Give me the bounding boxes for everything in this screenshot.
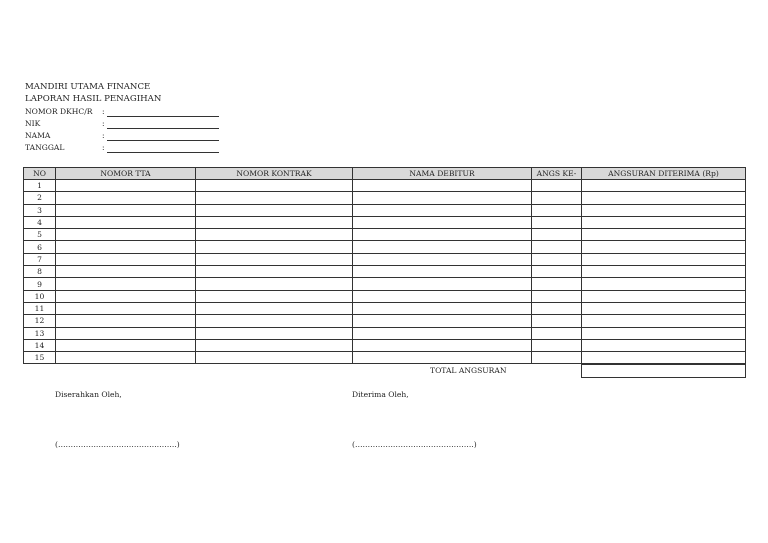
angsuran-diterima-cell[interactable] [582,290,746,302]
table-row [24,253,746,265]
angsuran-diterima-cell[interactable] [582,216,746,228]
header-nama-debitur: NAMA DEBITUR [353,168,532,180]
nama-debitur-cell[interactable] [353,192,532,204]
angs-ke-cell[interactable] [532,327,582,339]
nomor-tta-cell[interactable] [56,266,196,278]
table-row [24,327,746,339]
nomor-tta-cell[interactable] [56,216,196,228]
table-row [24,241,746,253]
row-number: 9 [24,278,56,290]
angs-ke-cell[interactable] [532,302,582,314]
row-number: 10 [24,290,56,302]
angsuran-diterima-cell[interactable] [582,180,746,192]
angs-ke-cell[interactable] [532,315,582,327]
table-row [24,302,746,314]
nama-debitur-cell[interactable] [353,266,532,278]
header-no: NO [24,168,56,180]
nomor-kontrak-cell[interactable] [196,192,353,204]
nama-debitur-cell[interactable] [353,253,532,265]
nomor-tta-cell[interactable] [56,352,196,364]
nama-debitur-cell[interactable] [353,278,532,290]
collection-table [23,167,746,364]
report-title: LAPORAN HASIL PENAGIHAN [25,94,162,104]
field-label: TANGGAL [25,143,65,152]
nama-debitur-cell[interactable] [353,352,532,364]
table-row [24,229,746,241]
nama-debitur-cell[interactable] [353,216,532,228]
nomor-tta-cell[interactable] [56,192,196,204]
angsuran-diterima-cell[interactable] [582,278,746,290]
total-label: TOTAL ANGSURAN [430,366,507,375]
angsuran-diterima-cell[interactable] [582,302,746,314]
header-angs-ke: ANGS KE- [532,168,582,180]
field-fill-line[interactable] [107,140,219,141]
angs-ke-cell[interactable] [532,278,582,290]
angs-ke-cell[interactable] [532,192,582,204]
table-row [24,290,746,302]
table-row [24,180,746,192]
field-nik [25,119,225,131]
angsuran-diterima-cell[interactable] [582,327,746,339]
angsuran-diterima-cell[interactable] [582,241,746,253]
nama-debitur-cell[interactable] [353,204,532,216]
angsuran-diterima-cell[interactable] [582,229,746,241]
field-label: NOMOR DKHC/R [25,107,93,116]
table-row [24,204,746,216]
field-colon: : [102,107,105,116]
field-fill-line[interactable] [107,116,219,117]
field-fill-line[interactable] [107,128,219,129]
nomor-kontrak-cell[interactable] [196,180,353,192]
nomor-kontrak-cell[interactable] [196,352,353,364]
nomor-kontrak-cell[interactable] [196,339,353,351]
nomor-tta-cell[interactable] [56,327,196,339]
field-tanggal [25,143,225,155]
nomor-tta-cell[interactable] [56,315,196,327]
nomor-tta-cell[interactable] [56,204,196,216]
angs-ke-cell[interactable] [532,216,582,228]
received-by-label: Diterima Oleh, [352,390,409,399]
nama-debitur-cell[interactable] [353,180,532,192]
row-number: 7 [24,253,56,265]
angsuran-diterima-cell[interactable] [582,315,746,327]
row-number: 8 [24,266,56,278]
nama-debitur-cell[interactable] [353,327,532,339]
nomor-kontrak-cell[interactable] [196,278,353,290]
row-number: 6 [24,241,56,253]
nomor-kontrak-cell[interactable] [196,229,353,241]
angsuran-diterima-cell[interactable] [582,266,746,278]
header-angsuran-diterima: ANGSURAN DITERIMA (Rp) [582,168,746,180]
angs-ke-cell[interactable] [532,204,582,216]
table-row [24,216,746,228]
field-nama [25,131,225,143]
angs-ke-cell[interactable] [532,229,582,241]
nomor-tta-cell[interactable] [56,290,196,302]
field-colon: : [102,119,105,128]
nomor-kontrak-cell[interactable] [196,315,353,327]
field-label: NAMA [25,131,51,140]
row-number: 5 [24,229,56,241]
field-fill-line[interactable] [107,152,219,153]
row-number: 12 [24,315,56,327]
nomor-kontrak-cell[interactable] [196,241,353,253]
angs-ke-cell[interactable] [532,253,582,265]
angs-ke-cell[interactable] [532,290,582,302]
angs-ke-cell[interactable] [532,241,582,253]
nama-debitur-cell[interactable] [353,229,532,241]
header-nomor-tta: NOMOR TTA [56,168,196,180]
total-value-cell[interactable] [581,364,746,378]
angs-ke-cell[interactable] [532,180,582,192]
table-header-row [24,168,746,180]
angsuran-diterima-cell[interactable] [582,339,746,351]
received-by-signature-line[interactable]: (………………………………………..) [352,440,477,449]
field-colon: : [102,143,105,152]
submitted-by-label: Diserahkan Oleh, [55,390,122,399]
row-number: 11 [24,302,56,314]
nomor-kontrak-cell[interactable] [196,302,353,314]
nama-debitur-cell[interactable] [353,339,532,351]
angsuran-diterima-cell[interactable] [582,352,746,364]
row-number: 14 [24,339,56,351]
table-row [24,266,746,278]
nama-debitur-cell[interactable] [353,290,532,302]
row-number: 3 [24,204,56,216]
table-row [24,278,746,290]
table-row [24,352,746,364]
table-row [24,192,746,204]
angsuran-diterima-cell[interactable] [582,253,746,265]
nomor-tta-cell[interactable] [56,229,196,241]
nomor-tta-cell[interactable] [56,253,196,265]
row-number: 1 [24,180,56,192]
angsuran-diterima-cell[interactable] [582,204,746,216]
angsuran-diterima-cell[interactable] [582,192,746,204]
nomor-kontrak-cell[interactable] [196,327,353,339]
row-number: 4 [24,216,56,228]
angs-ke-cell[interactable] [532,339,582,351]
row-number: 2 [24,192,56,204]
angs-ke-cell[interactable] [532,266,582,278]
nomor-kontrak-cell[interactable] [196,266,353,278]
header-nomor-kontrak: NOMOR KONTRAK [196,168,353,180]
nama-debitur-cell[interactable] [353,315,532,327]
company-name: MANDIRI UTAMA FINANCE [25,82,151,92]
nama-debitur-cell[interactable] [353,241,532,253]
table-row [24,339,746,351]
nomor-kontrak-cell[interactable] [196,290,353,302]
field-nomor-dkhc [25,107,225,119]
table-row [24,315,746,327]
field-colon: : [102,131,105,140]
row-number: 15 [24,352,56,364]
field-label: NIK [25,119,41,128]
row-number: 13 [24,327,56,339]
submitted-by-signature-line[interactable]: (………………………………………..) [55,440,180,449]
nomor-tta-cell[interactable] [56,241,196,253]
nomor-tta-cell[interactable] [56,302,196,314]
nomor-tta-cell[interactable] [56,180,196,192]
nomor-kontrak-cell[interactable] [196,204,353,216]
nomor-kontrak-cell[interactable] [196,216,353,228]
angs-ke-cell[interactable] [532,352,582,364]
nomor-kontrak-cell[interactable] [196,253,353,265]
nama-debitur-cell[interactable] [353,302,532,314]
nomor-tta-cell[interactable] [56,339,196,351]
nomor-tta-cell[interactable] [56,278,196,290]
